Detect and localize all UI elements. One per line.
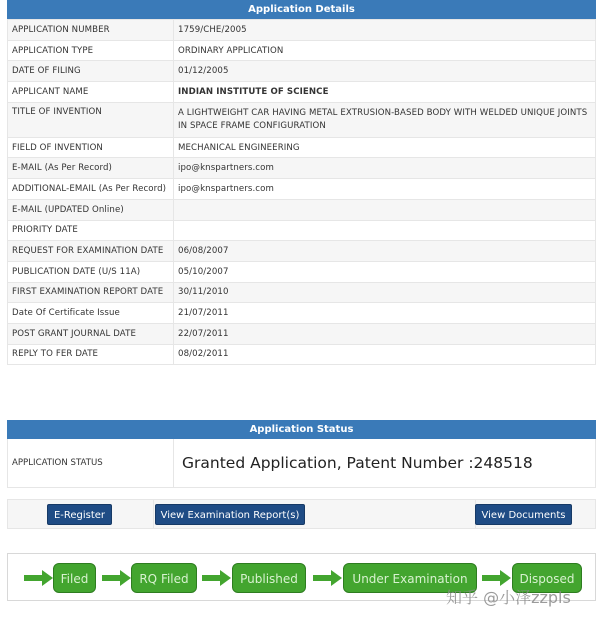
row-value: 05/10/2007 bbox=[174, 261, 596, 282]
table-row bbox=[8, 199, 596, 220]
title-of-invention-value: A LIGHTWEIGHT CAR HAVING METAL EXTRUSION-BASED BODY WITH WELDED UNIQUE JOINTS IN SPACE FRAME CONFIGURATION bbox=[174, 102, 596, 137]
row-label: E-MAIL (UPDATED Online) bbox=[8, 199, 174, 220]
row-value: 30/11/2010 bbox=[174, 282, 596, 303]
row-value: ORDINARY APPLICATION bbox=[174, 40, 596, 61]
table-row bbox=[8, 82, 596, 103]
row-value: MECHANICAL ENGINEERING bbox=[174, 137, 596, 158]
table-row bbox=[8, 261, 596, 282]
row-label: APPLICANT NAME bbox=[8, 82, 174, 103]
row-value: 21/07/2011 bbox=[174, 303, 596, 324]
table-row bbox=[8, 323, 596, 344]
application-status-label: APPLICATION STATUS bbox=[8, 439, 174, 487]
application-status-panel bbox=[7, 420, 596, 488]
flow-arrow-icon bbox=[202, 569, 232, 587]
stage-published: Published bbox=[232, 563, 306, 593]
row-label: PUBLICATION DATE (U/S 11A) bbox=[8, 261, 174, 282]
table-row bbox=[8, 137, 596, 158]
row-label: DATE OF FILING bbox=[8, 61, 174, 82]
row-label: FIRST EXAMINATION REPORT DATE bbox=[8, 282, 174, 303]
table-row bbox=[8, 61, 596, 82]
row-label: PRIORITY DATE bbox=[8, 220, 174, 241]
row-label: APPLICATION TYPE bbox=[8, 40, 174, 61]
table-row bbox=[8, 303, 596, 324]
application-status-value: Granted Application, Patent Number :248518 bbox=[182, 454, 533, 472]
e-register-button[interactable]: E-Register bbox=[47, 504, 112, 525]
table-row bbox=[8, 40, 596, 61]
table-row bbox=[8, 179, 596, 200]
flow-arrow-icon bbox=[102, 569, 132, 587]
view-documents-button[interactable]: View Documents bbox=[475, 504, 572, 525]
row-value bbox=[174, 199, 596, 220]
application-status-header: Application Status bbox=[7, 420, 596, 439]
row-value bbox=[174, 220, 596, 241]
table-row bbox=[8, 241, 596, 262]
row-label: TITLE OF INVENTION bbox=[8, 102, 174, 137]
row-label: E-MAIL (As Per Record) bbox=[8, 158, 174, 179]
stage-rq-filed: RQ Filed bbox=[131, 563, 197, 593]
row-label: ADDITIONAL-EMAIL (As Per Record) bbox=[8, 179, 174, 200]
row-value: ipo@knspartners.com bbox=[174, 158, 596, 179]
action-button-bar bbox=[7, 499, 596, 529]
row-value: 1759/CHE/2005 bbox=[174, 20, 596, 41]
row-label: POST GRANT JOURNAL DATE bbox=[8, 323, 174, 344]
table-row bbox=[8, 158, 596, 179]
stage-disposed: Disposed bbox=[512, 563, 582, 593]
application-details-panel bbox=[7, 0, 596, 365]
row-label: FIELD OF INVENTION bbox=[8, 137, 174, 158]
applicant-name-value: INDIAN INSTITUTE OF SCIENCE bbox=[174, 82, 596, 103]
view-examination-reports-button[interactable]: View Examination Report(s) bbox=[155, 504, 305, 525]
stage-filed: Filed bbox=[53, 563, 96, 593]
row-value: 01/12/2005 bbox=[174, 61, 596, 82]
row-label: Date Of Certificate Issue bbox=[8, 303, 174, 324]
status-row bbox=[7, 439, 596, 488]
row-value: 22/07/2011 bbox=[174, 323, 596, 344]
row-value: 08/02/2011 bbox=[174, 344, 596, 365]
table-row bbox=[8, 20, 596, 41]
application-details-header: Application Details bbox=[7, 0, 596, 19]
row-label: REQUEST FOR EXAMINATION DATE bbox=[8, 241, 174, 262]
table-row bbox=[8, 344, 596, 365]
table-row bbox=[8, 220, 596, 241]
row-value: 06/08/2007 bbox=[174, 241, 596, 262]
table-row bbox=[8, 282, 596, 303]
application-details-table bbox=[7, 19, 596, 365]
flow-arrow-icon bbox=[313, 569, 343, 587]
bar-divider bbox=[153, 500, 154, 528]
table-row bbox=[8, 102, 596, 137]
flow-arrow-icon bbox=[24, 569, 54, 587]
watermark-text: 知乎 @小泽zzpls bbox=[446, 588, 571, 607]
row-label: APPLICATION NUMBER bbox=[8, 20, 174, 41]
row-value: ipo@knspartners.com bbox=[174, 179, 596, 200]
row-label: REPLY TO FER DATE bbox=[8, 344, 174, 365]
stage-under-examination: Under Examination bbox=[343, 563, 477, 593]
